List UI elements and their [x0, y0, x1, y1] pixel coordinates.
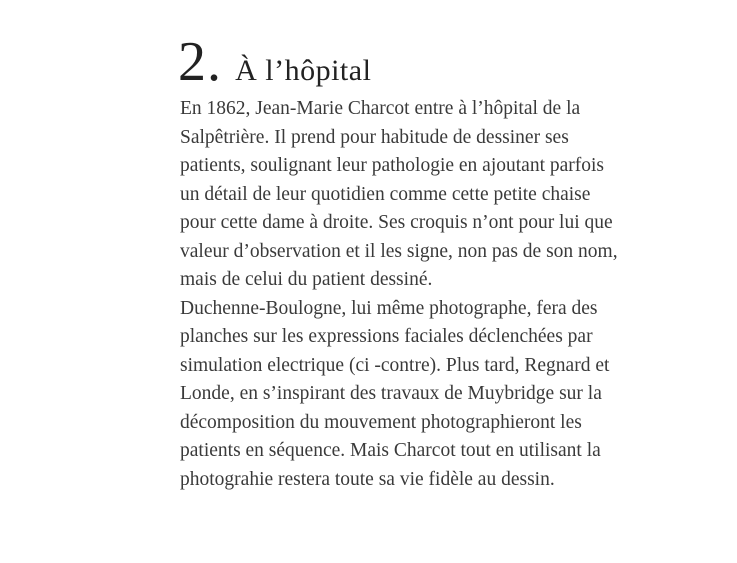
text-line: décomposition du mouvement photographieront les: [180, 411, 582, 433]
text-line: pour cette dame à droite. Ses croquis n’ont pour lui que: [180, 212, 613, 233]
text-line: En 1862, Jean-Marie Charcot entre à l’hôpital de la: [180, 98, 581, 119]
section-heading: [178, 30, 371, 103]
text-line: Londe, en s’inspirant des travaux de Muybridge sur la: [180, 383, 602, 404]
text-line: planches sur les expressions faciales déclenchées par: [180, 326, 593, 347]
text-line: Duchenne-Boulogne, lui même photographe, fera des: [180, 297, 598, 319]
text-line: un détail de leur quotidien comme cette petite chaise: [180, 183, 591, 205]
text-line: valeur d’observation et il les signe, non pas de son nom,: [180, 240, 618, 262]
text-line: photograhie restera toute sa vie fidèle au dessin.: [180, 468, 555, 490]
text-line: mais de celui du patient dessiné.: [180, 269, 433, 290]
text-line: patients, soulignant leur pathologie en ajoutant parfois: [180, 155, 605, 176]
section-number: 2.: [178, 31, 222, 93]
body-paragraph: [180, 95, 720, 494]
text-line: patients en séquence. Mais Charcot tout en utilisant la: [180, 440, 601, 461]
text-line: Salpêtrière. Il prend pour habitude de dessiner ses: [180, 126, 569, 148]
section-title: À l’hôpital: [235, 54, 372, 87]
text-line: simulation electrique (ci -contre). Plus tard, Regnard et: [180, 354, 610, 376]
